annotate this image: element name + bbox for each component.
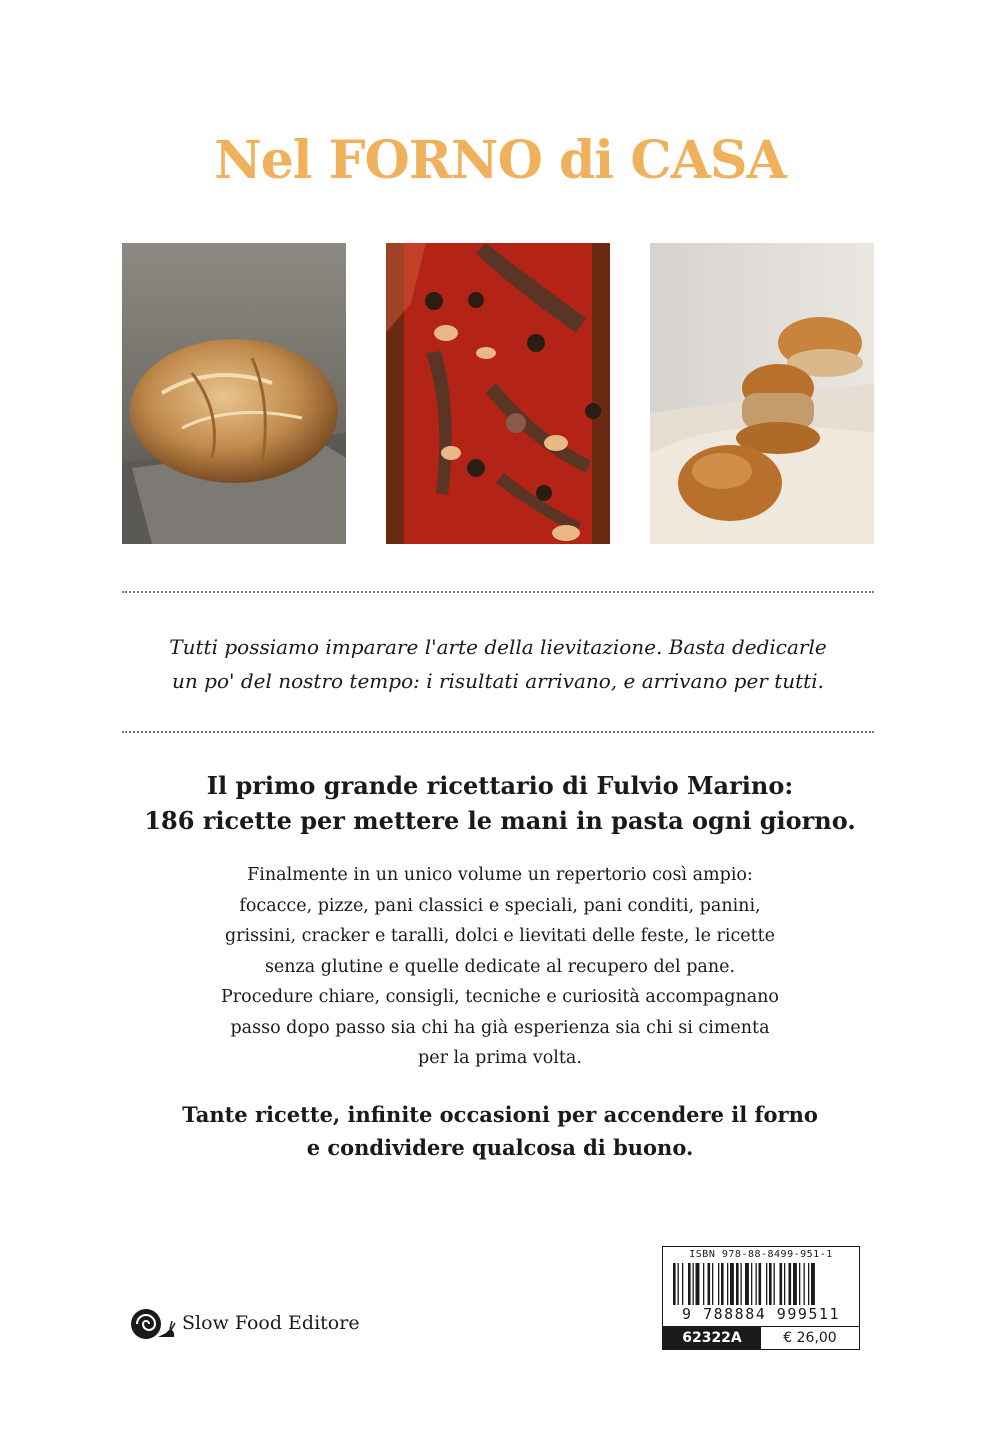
dotted-divider: [122, 731, 874, 733]
barcode-bar: [804, 1263, 805, 1305]
snail-icon: [128, 1305, 176, 1341]
barcode-bar: [793, 1263, 797, 1305]
barcode-bar: [751, 1263, 752, 1305]
bread-loaf-photo: [122, 243, 346, 544]
barcode-bar: [730, 1263, 734, 1305]
focaccia-photo: [386, 243, 610, 544]
product-code: 62322A: [663, 1327, 761, 1349]
tagline-quote: [122, 630, 874, 698]
description: [190, 860, 810, 1074]
barcode-bar: [688, 1263, 691, 1305]
barcode-bar: [811, 1263, 815, 1305]
barcode-bar: [678, 1263, 679, 1305]
description-line: grissini, cracker e taralli, dolci e lievitati delle feste, le ricette: [224, 926, 776, 946]
barcode-bar: [673, 1263, 676, 1305]
barcode-bar: [727, 1263, 728, 1305]
barcode-bar: [693, 1263, 694, 1305]
barcode-bar: [721, 1263, 724, 1305]
closing-line: e condividere qualcosa di buono.: [306, 1135, 694, 1160]
barcode-bar: [759, 1263, 762, 1305]
barcode-bar: [708, 1263, 711, 1305]
closing-line: Tante ricette, infinite occasioni per accendere il forno: [182, 1102, 818, 1127]
publisher-name: Slow Food Editore: [182, 1312, 360, 1334]
description-line: focacce, pizze, pani classici e speciali, pani conditi, panini,: [239, 895, 761, 916]
barcode-bar: [766, 1263, 767, 1305]
barcode-bar: [784, 1263, 785, 1305]
barcode: [662, 1246, 860, 1350]
publisher-logo: [128, 1305, 360, 1341]
barcode-bar: [718, 1263, 719, 1305]
barcode-bar: [712, 1263, 713, 1305]
barcode-bar: [736, 1263, 739, 1305]
book-title: Nel FORNO di CASA: [214, 130, 786, 191]
barcode-bar: [703, 1263, 704, 1305]
description-line: passo dopo passo sia chi ha già esperienza sia chi si cimenta: [230, 1017, 770, 1038]
quote-line: un po' del nostro tempo: i risultati arrivano, e arrivano per tutti.: [172, 669, 824, 693]
description-line: Procedure chiare, consigli, tecniche e curiosità accompagnano: [221, 987, 779, 1007]
barcode-bar: [780, 1263, 783, 1305]
barcode-bar: [774, 1263, 775, 1305]
description-line: Finalmente in un unico volume un repertorio così ampio:: [247, 865, 753, 885]
isbn-number: ISBN 978-88-8499-951-1: [689, 1249, 833, 1260]
barcode-bar: [741, 1263, 742, 1305]
barcode-bar: [799, 1263, 800, 1305]
dotted-divider: [122, 591, 874, 593]
closing-statement: [150, 1098, 850, 1164]
barcode-bar: [745, 1263, 749, 1305]
headline-line: 186 ricette per mettere le mani in pasta ogni giorno.: [144, 806, 856, 835]
barcode-bar: [696, 1263, 700, 1305]
headline: [100, 768, 900, 838]
brioche-photo: [650, 243, 874, 544]
price: € 26,00: [761, 1327, 859, 1349]
quote-line: Tutti possiamo imparare l'arte della lievitazione. Basta dedicarle: [169, 635, 827, 659]
barcode-bar: [808, 1263, 809, 1305]
barcode-bar: [682, 1263, 683, 1305]
barcode-bar: [769, 1263, 772, 1305]
headline-line: Il primo grande ricettario di Fulvio Marino:: [206, 771, 794, 800]
barcode-bar: [756, 1263, 757, 1305]
description-line: senza glutine e quelle dedicate al recupero del pane.: [264, 956, 736, 977]
description-line: per la prima volta.: [418, 1048, 582, 1068]
barcode-bar: [789, 1263, 792, 1305]
ean-number: 9 788884 999511: [682, 1305, 840, 1323]
